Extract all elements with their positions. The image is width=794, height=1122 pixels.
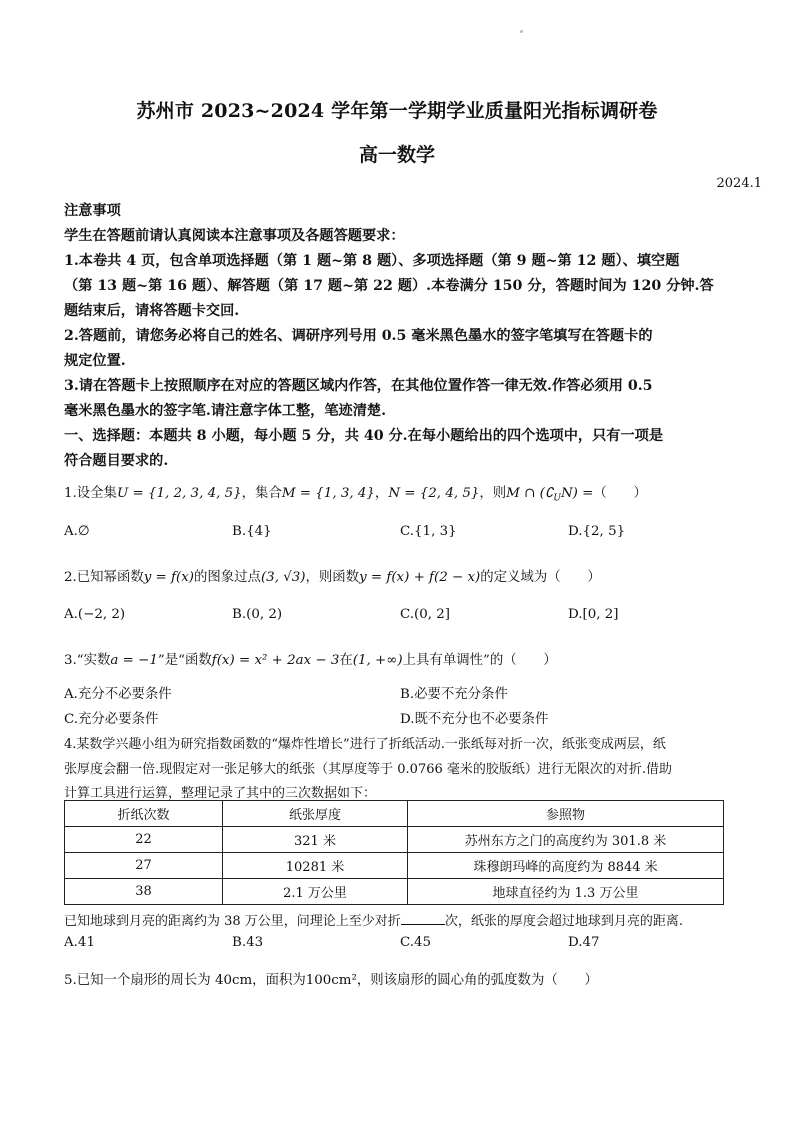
q5-text: ，则该扇形的圆心角的弧度数为（ ） xyxy=(356,973,598,988)
question-4-followup xyxy=(64,910,683,929)
question-4-line: 4.某数学兴趣小组为研究指数函数的“爆炸性增长”进行了折纸活动.一张纸每对折一次，纸张变成两层，纸 xyxy=(64,737,666,752)
q1-option-c: C.{1, 3} xyxy=(400,524,457,539)
q4-option-c: C.45 xyxy=(400,935,432,950)
exam-title: 苏州市 2023~2024 学年第一学期学业质量阳光指标调研卷 xyxy=(136,100,658,122)
notice-line: 规定位置. xyxy=(64,353,126,369)
q3-option-d: D.既不充分也不必要条件 xyxy=(400,712,549,727)
q2-option-a: A.(−2, 2) xyxy=(64,607,126,622)
section-heading: 一、选择题：本题共 8 小题，每小题 5 分，共 40 分.在每小题给出的四个选项中，只有一项是 xyxy=(64,428,664,444)
q3-text: 3.“实数 xyxy=(64,653,111,668)
q5-area: 100cm² xyxy=(305,973,357,988)
table-cell: 2.1 万公里 xyxy=(223,879,408,905)
q3-function: f(x) = x² + 2ax − 3 xyxy=(211,653,340,668)
scan-speck xyxy=(520,30,523,33)
q4-option-d: D.47 xyxy=(568,935,600,950)
q1-option-b: B.{4} xyxy=(232,524,272,539)
q4-text: 次，纸张的厚度会超过地球到月亮的距离. xyxy=(444,914,683,929)
table-cell: 321 米 xyxy=(223,827,408,853)
question-4-line: 计算工具进行运算，整理记录了其中的三次数据如下： xyxy=(64,786,377,801)
table-header-row xyxy=(65,801,724,827)
section-heading-cont: 符合题目要求的. xyxy=(64,453,169,469)
q1-option-d: D.{2, 5} xyxy=(568,524,626,539)
notice-line: 3.请在答题卡上按照顺序在对应的答题区域内作答，在其他位置作答一律无效.作答必须用 0.5 xyxy=(64,378,653,394)
q1-text: ，集合 xyxy=(241,486,282,501)
table-row xyxy=(65,853,724,879)
q2-point: (3, √3) xyxy=(260,570,306,585)
q3-option-c: C.充分必要条件 xyxy=(64,712,159,727)
q2-option-d: D.[0, 2] xyxy=(568,607,619,622)
folding-data-table xyxy=(64,800,724,905)
q1-set-u: U = {1, 2, 3, 4, 5} xyxy=(116,486,242,501)
q1-set-n: N = {2, 4, 5} xyxy=(388,486,480,501)
question-1-stem xyxy=(64,482,647,504)
q2-text: ，则函数 xyxy=(305,570,360,585)
q5-text: 5.已知一个扇形的周长为 40cm，面积为 xyxy=(64,973,306,988)
q3-interval: (1, +∞) xyxy=(352,653,403,668)
table-cell: 22 xyxy=(65,827,223,853)
table-header: 折纸次数 xyxy=(65,801,223,827)
answer-blank xyxy=(401,912,445,925)
table-cell: 10281 米 xyxy=(223,853,408,879)
q2-function-sum: y = f(x) + f(2 − x) xyxy=(359,570,481,585)
q3-option-b: B.必要不充分条件 xyxy=(400,687,508,702)
notice-line: 毫米黑色墨水的签字笔.请注意字体工整，笔迹清楚. xyxy=(64,403,387,419)
notice-line: （第 13 题~第 16 题）、解答题（第 17 题~第 22 题）.本卷满分 150 分，答题时间为 120 分钟.答 xyxy=(64,278,714,294)
q3-condition: a = −1 xyxy=(110,653,158,668)
notice-line: 2.答题前，请您务必将自己的姓名、调研序列号用 0.5 毫米黑色墨水的签字笔填写在答题卡的 xyxy=(64,328,653,344)
q1-text: ，则 xyxy=(479,486,507,501)
q2-text: 2.已知幂函数 xyxy=(64,570,144,585)
q1-expression: M ∩ (∁ xyxy=(506,486,554,501)
question-5-stem xyxy=(64,969,598,988)
q3-text: 在 xyxy=(339,653,353,668)
table-row xyxy=(65,879,724,905)
question-4-line: 张厚度会翻一倍.现假定对一张足够大的纸张（其厚度等于 0.0766 毫米的胶版纸）进行无限次的对折.借助 xyxy=(64,762,673,777)
table-header: 参照物 xyxy=(408,801,724,827)
table-row xyxy=(65,827,724,853)
q1-text: ， xyxy=(374,486,389,501)
q2-function: y = f(x) xyxy=(143,570,194,585)
table-cell: 苏州东方之门的高度约为 301.8 米 xyxy=(408,827,724,853)
answer-paren: （ ） xyxy=(593,486,647,501)
q1-subscript: U xyxy=(553,493,561,504)
q2-option-c: C.(0, 2] xyxy=(400,607,451,622)
exam-date: 2024.1 xyxy=(716,176,762,191)
notice-heading: 注意事项 xyxy=(64,203,121,219)
q4-option-b: B.43 xyxy=(232,935,264,950)
q4-text: 已知地球到月亮的距离约为 38 万公里，问理论上至少对折 xyxy=(64,914,401,929)
exam-subject: 高一数学 xyxy=(358,144,435,166)
notice-line: 1.本卷共 4 页，包含单项选择题（第 1 题~第 8 题）、多项选择题（第 9 题~第 12 题）、填空题 xyxy=(64,253,680,269)
q2-option-b: B.(0, 2) xyxy=(232,607,283,622)
table-header: 纸张厚度 xyxy=(223,801,408,827)
q2-text: 的图象过点 xyxy=(194,570,261,585)
table-cell: 珠穆朗玛峰的高度约为 8844 米 xyxy=(408,853,724,879)
q3-text: ”是“函数 xyxy=(157,653,212,668)
q3-option-a: A.充分不必要条件 xyxy=(64,687,172,702)
table-cell: 27 xyxy=(65,853,223,879)
notice-intro: 学生在答题前请认真阅读本注意事项及各题答题要求： xyxy=(64,228,405,244)
table-cell: 地球直径约为 1.3 万公里 xyxy=(408,879,724,905)
notice-line: 题结束后，请将答题卡交回. xyxy=(64,303,240,319)
q1-option-a: A.∅ xyxy=(64,524,90,539)
q1-set-m: M = {1, 3, 4} xyxy=(281,486,375,501)
q4-option-a: A.41 xyxy=(64,935,95,950)
q2-text: 的定义域为（ ） xyxy=(480,570,601,585)
question-2-stem xyxy=(64,566,601,585)
q1-expression: N) = xyxy=(560,486,594,501)
q1-text: 1.设全集 xyxy=(64,486,117,501)
table-cell: 38 xyxy=(65,879,223,905)
q3-text: 上具有单调性”的（ ） xyxy=(402,653,557,668)
question-3-stem xyxy=(64,649,557,668)
